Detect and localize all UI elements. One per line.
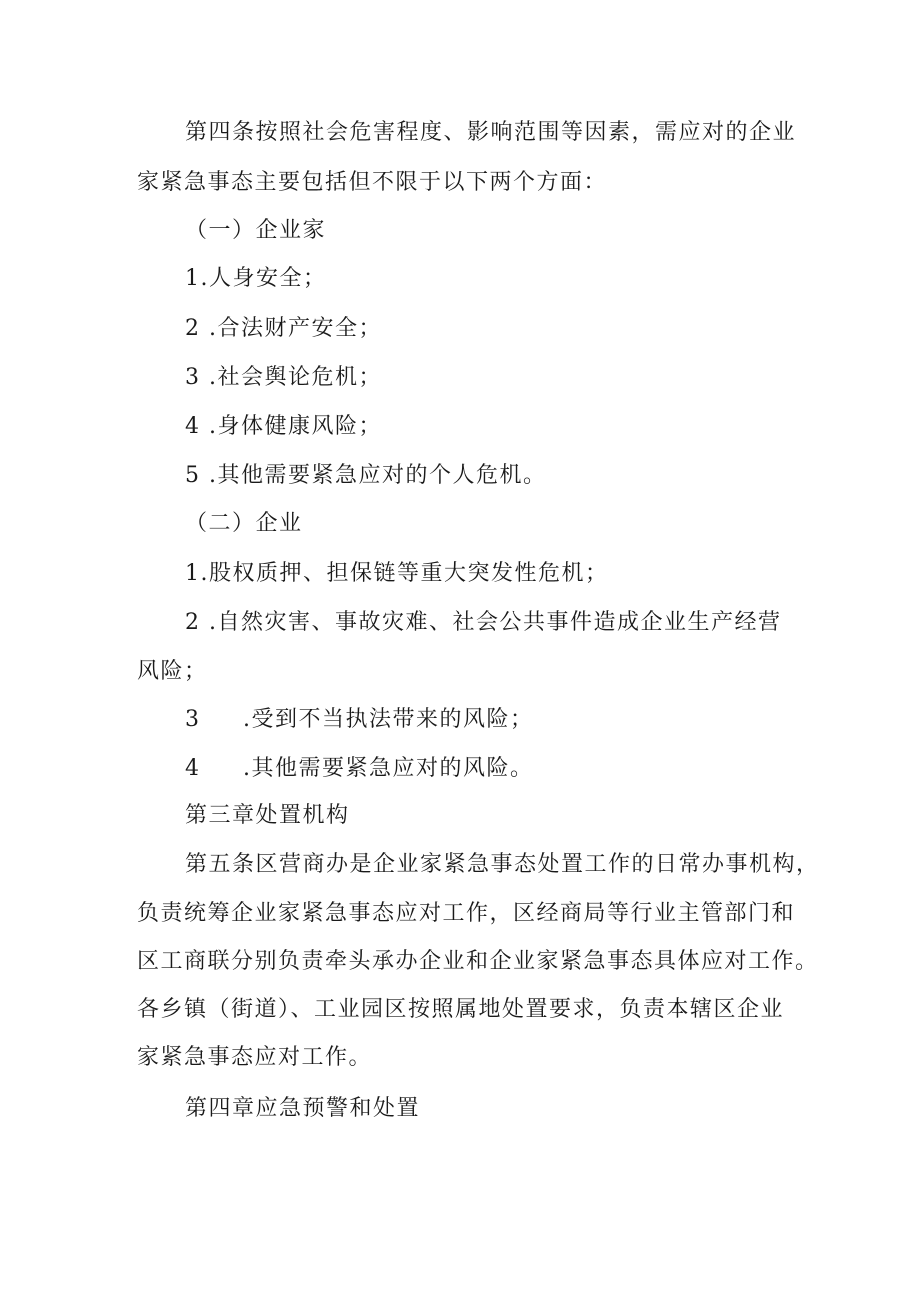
article-5-line-4: 各乡镇（街道）、工业园区按照属地处置要求，负责本辖区企业	[137, 997, 785, 1022]
chapter-3-heading: 第三章处置机构	[185, 803, 350, 828]
list-item: 4 .身体健康风险；	[185, 414, 382, 439]
list-item-number: 4	[185, 756, 201, 781]
article-5-line-2: 负责统筹企业家紧急事态应对工作，区经商局等行业主管部门和	[137, 901, 796, 926]
section-heading-entrepreneur: （一）企业家	[185, 218, 327, 243]
article-5-line-5: 家紧急事态应对工作。	[137, 1045, 373, 1070]
chapter-4-heading: 第四章应急预警和处置	[185, 1096, 421, 1121]
list-item: .其他需要紧急应对的风险。	[243, 756, 534, 781]
list-item: .受到不当执法带来的风险；	[243, 707, 534, 732]
list-item-number: 3	[185, 707, 201, 732]
article-4-line-2: 家紧急事态主要包括但不限于以下两个方面：	[137, 170, 608, 195]
list-item-continuation: 风险；	[137, 659, 208, 684]
list-item: 2 .合法财产安全；	[185, 316, 382, 341]
article-5-line-3: 区工商联分别负责牵头承办企业和企业家紧急事态具体应对工作。	[137, 949, 819, 974]
list-item: 5 .其他需要紧急应对的个人危机。	[185, 463, 547, 488]
list-item: 1.人身安全；	[185, 266, 327, 291]
list-item: 1.股权质押、担保链等重大突发性危机；	[185, 561, 609, 586]
list-item: 2 .自然灾害、事故灾难、社会公共事件造成企业生产经营	[185, 610, 782, 635]
list-item: 3 .社会舆论危机；	[185, 365, 382, 390]
article-5-line-1: 第五条区营商办是企业家紧急事态处置工作的日常办事机构，	[185, 852, 820, 877]
section-heading-enterprise: （二）企业	[185, 511, 303, 536]
article-4-line-1: 第四条按照社会危害程度、影响范围等因素，需应对的企业	[185, 120, 797, 145]
